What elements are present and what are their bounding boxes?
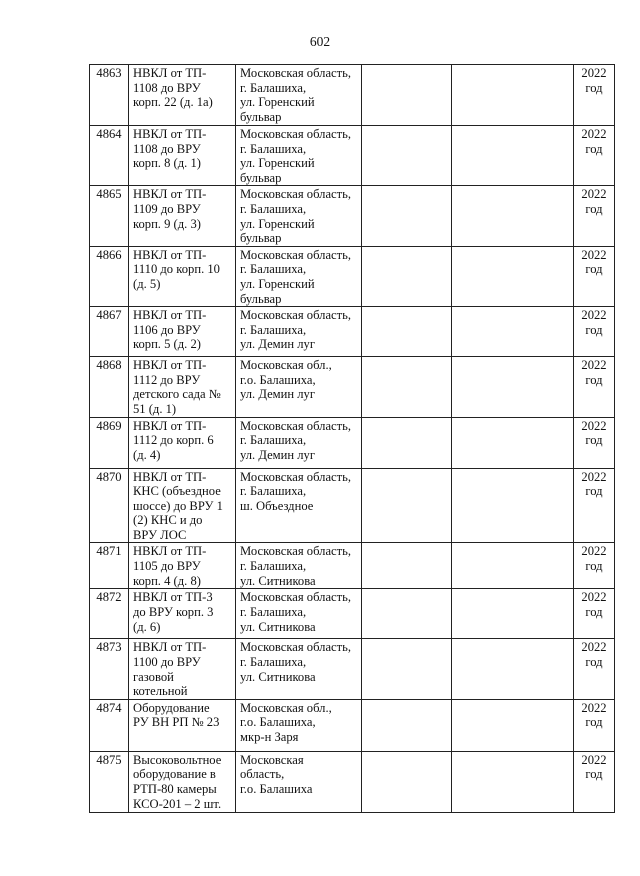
row-number: 4868 (90, 357, 129, 417)
empty-cell (362, 417, 452, 468)
object-address: Московская область, г. Балашиха, ул. Демин луг (236, 307, 362, 357)
commission-year: 2022 год (574, 751, 615, 812)
commission-year: 2022 год (574, 639, 615, 699)
table-row (90, 417, 615, 468)
commission-year: 2022 год (574, 699, 615, 751)
empty-cell (452, 589, 574, 639)
object-address: Московская область, г. Балашиха, ул. Горенский бульвар (236, 186, 362, 246)
empty-cell (362, 126, 452, 186)
table-row (90, 589, 615, 639)
object-address: Московская область, г. Балашиха, ш. Объездное (236, 468, 362, 543)
row-number: 4875 (90, 751, 129, 812)
row-number: 4874 (90, 699, 129, 751)
object-name: НВКЛ от ТП- 1105 до ВРУ корп. 4 (д. 8) (129, 543, 236, 589)
page-number: 602 (309, 34, 331, 49)
object-address: Московская область, г.о. Балашиха (236, 751, 362, 812)
object-name: Высоковольтное оборудование в РТП-80 камеры КСО-201 – 2 шт. (129, 751, 236, 812)
object-address: Московская область, г. Балашиха, ул. Ситникова (236, 639, 362, 699)
empty-cell (362, 186, 452, 246)
row-number: 4863 (90, 65, 129, 126)
empty-cell (362, 699, 452, 751)
commission-year: 2022 год (574, 186, 615, 246)
row-number: 4872 (90, 589, 129, 639)
commission-year: 2022 год (574, 543, 615, 589)
commission-year: 2022 год (574, 65, 615, 126)
table-row (90, 65, 615, 126)
empty-cell (452, 417, 574, 468)
commission-year: 2022 год (574, 126, 615, 186)
empty-cell (362, 468, 452, 543)
row-number: 4873 (90, 639, 129, 699)
table-row (90, 751, 615, 812)
row-number: 4871 (90, 543, 129, 589)
object-name: НВКЛ от ТП- 1108 до ВРУ корп. 22 (д. 1а) (129, 65, 236, 126)
object-name: НВКЛ от ТП- 1100 до ВРУ газовой котельной (129, 639, 236, 699)
commission-year: 2022 год (574, 417, 615, 468)
row-number: 4867 (90, 307, 129, 357)
registry-table (89, 64, 615, 813)
empty-cell (362, 543, 452, 589)
object-name: НВКЛ от ТП- 1109 до ВРУ корп. 9 (д. 3) (129, 186, 236, 246)
empty-cell (362, 639, 452, 699)
commission-year: 2022 год (574, 468, 615, 543)
empty-cell (452, 307, 574, 357)
object-name: НВКЛ от ТП- 1112 до корп. 6 (д. 4) (129, 417, 236, 468)
object-address: Московская область, г. Балашиха, ул. Ситникова (236, 543, 362, 589)
table-row (90, 639, 615, 699)
empty-cell (452, 639, 574, 699)
table-row (90, 699, 615, 751)
object-address: Московская обл., г.о. Балашиха, мкр-н Заря (236, 699, 362, 751)
empty-cell (362, 589, 452, 639)
object-address: Московская обл., г.о. Балашиха, ул. Демин луг (236, 357, 362, 417)
table-row (90, 357, 615, 417)
object-name: Оборудование РУ ВН РП № 23 (129, 699, 236, 751)
row-number: 4866 (90, 246, 129, 306)
row-number: 4865 (90, 186, 129, 246)
object-address: Московская область, г. Балашиха, ул. Горенский бульвар (236, 246, 362, 306)
row-number: 4869 (90, 417, 129, 468)
table-row (90, 246, 615, 306)
object-address: Московская область, г. Балашиха, ул. Горенский бульвар (236, 126, 362, 186)
empty-cell (452, 246, 574, 306)
empty-cell (452, 186, 574, 246)
empty-cell (452, 699, 574, 751)
row-number: 4864 (90, 126, 129, 186)
row-number: 4870 (90, 468, 129, 543)
empty-cell (362, 307, 452, 357)
empty-cell (452, 543, 574, 589)
empty-cell (362, 246, 452, 306)
empty-cell (452, 126, 574, 186)
empty-cell (452, 65, 574, 126)
object-name: НВКЛ от ТП-3 до ВРУ корп. 3 (д. 6) (129, 589, 236, 639)
empty-cell (362, 751, 452, 812)
object-name: НВКЛ от ТП- 1112 до ВРУ детского сада № 51 (д. 1) (129, 357, 236, 417)
empty-cell (362, 65, 452, 126)
commission-year: 2022 год (574, 357, 615, 417)
table-row (90, 468, 615, 543)
object-name: НВКЛ от ТП- 1106 до ВРУ корп. 5 (д. 2) (129, 307, 236, 357)
empty-cell (452, 751, 574, 812)
empty-cell (362, 357, 452, 417)
table-row (90, 543, 615, 589)
empty-cell (452, 468, 574, 543)
object-address: Московская область, г. Балашиха, ул. Ситникова (236, 589, 362, 639)
object-name: НВКЛ от ТП- 1108 до ВРУ корп. 8 (д. 1) (129, 126, 236, 186)
commission-year: 2022 год (574, 246, 615, 306)
object-address: Московская область, г. Балашиха, ул. Демин луг (236, 417, 362, 468)
object-name: НВКЛ от ТП- КНС (объездное шоссе) до ВРУ 1 (2) КНС и до ВРУ ЛОС (129, 468, 236, 543)
table-row (90, 126, 615, 186)
table-row (90, 186, 615, 246)
object-name: НВКЛ от ТП- 1110 до корп. 10 (д. 5) (129, 246, 236, 306)
empty-cell (452, 357, 574, 417)
commission-year: 2022 год (574, 589, 615, 639)
object-address: Московская область, г. Балашиха, ул. Горенский бульвар (236, 65, 362, 126)
table-row (90, 307, 615, 357)
commission-year: 2022 год (574, 307, 615, 357)
